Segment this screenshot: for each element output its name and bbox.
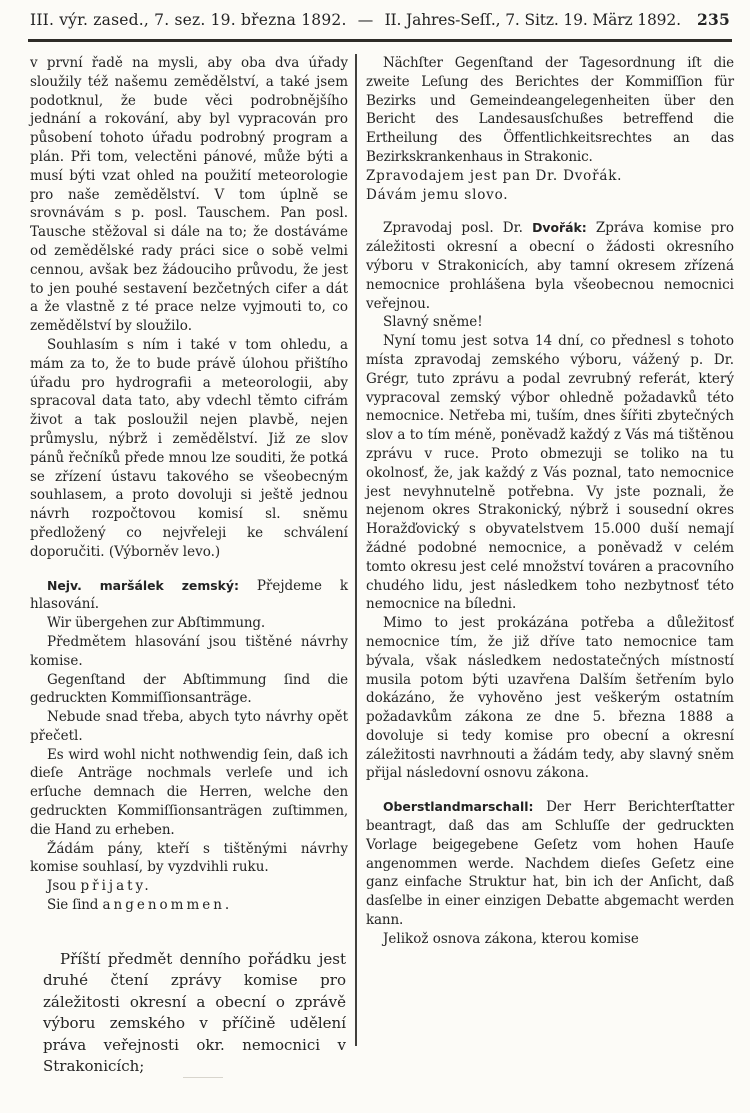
paragraph-german: [30, 671, 348, 709]
page-number: 235: [697, 10, 730, 29]
paragraph: [30, 336, 348, 562]
page-header: [30, 10, 730, 29]
paragraph-continuation: [30, 54, 348, 336]
text-run: Žádám pány, kteří s tištěnými návrhy komise souhlasí, by vyzdvihli ruku.: [30, 840, 348, 876]
running-title: [30, 11, 687, 29]
text-run: Mimo to jest prokázána potřeba a důležitosť nemocnice tím, že již dříve tato nemocnice tam bývala, však následkem nedostatečných místností musila potom býti uzavřena Dalším šetřením bylo dokázáno, že vyhověno jest veškerým ostatním požadavkům zákona ze dne 5. března 1888 a dovoluje si tedy komise pro obecní a okresní záležitosti navrhnouti a žádám tedy, aby slavný sněm přijal následovní osnovu zákona.: [366, 615, 734, 782]
agenda-announcement: [30, 949, 348, 1078]
paragraph-german: [30, 746, 348, 840]
text-run: Jsou: [47, 878, 81, 895]
header-czech-session: III. výr. zased., 7. sez. 19. března 1892.: [30, 11, 347, 29]
paragraph: [366, 614, 734, 783]
text-run: Nyní tomu jest sotva 14 dní, co přednesl s tohoto místa zpravodaj zemského výboru, vážený p. Dr. Grégr, tuto zprávu a podal zevrubný referát, který vypracoval zemský výbor ohledně požadavků této nemocnice. Netřeba mi, tuším, dnes šířiti zbytečných slov a to tím méně, poněvadž každý z Vás má tištěnou zprávu v ruce. Proto obmezuji se toliko na tu okolnosť, že, jak každý z Vás poznal, tato nemocnice jest nevyhnutelně potřebna. Vy jste poznali, že nejenom okres Strakonický, nýbrž i sousední okres Horažďovický s obyvatelstvem 15.000 duší nemají žádné podobné nemocnice, a poněvadž v celém tomto okresu jest celé množství továren a pracovního chudého lidu, jest následkem toho nezbytnosť této nemocnice na bíledni.: [366, 333, 734, 613]
text-run: Sie ſind: [47, 897, 103, 914]
paragraph-german: [30, 614, 348, 633]
text-run: Souhlasím s ním i také v tom ohledu, a mám za to, že to bude právě úlohou přištího úřadu pro hydrografii a meteorologii, aby spracoval data tato, aby vdechl těmto cifrám život a tak posloužil nejen plavbě, nejen průmyslu, nýbrž i zemědělství. Již ze slov pánů řečníků přede mnou lze souditi, že potká se zřízení ústavu takového se všeobecným souhlasem, a proto dovoluji si ještě jednou návrh rozpočtovou komisí sl. sněmu předložený co nejvřeleji ke schválení doporučiti. (Výborněv levo.): [30, 336, 348, 560]
paragraph: [366, 930, 734, 949]
header-rule: [28, 39, 732, 42]
vote-result-german: [30, 896, 348, 915]
left-column: [30, 54, 355, 1076]
speaker-name: Oberstlandmarschall:: [383, 799, 547, 815]
text-run: Zpravodajem jest pan Dr. Dvořák.: [366, 167, 623, 184]
speaker-name: Nejv. maršálek zemský:: [47, 577, 257, 593]
paragraph: [30, 840, 348, 878]
speech-marshal: [30, 577, 348, 615]
text-run: Es wird wohl nicht nothwendig ſein, daß ich dieſe Anträge nochmals verleſe und ich erſuche demnach die Herren, welche den gedruckten Kommiſſionsanträgen zuſtimmen, die Hand zu erheben.: [30, 746, 348, 838]
text-run: Nebude snad třeba, abych tyto návrhy opět přečetl.: [30, 709, 348, 744]
text-columns: [30, 54, 734, 1076]
speech-rapporteur: [366, 219, 734, 313]
right-column: [357, 54, 734, 1046]
text-run: Zpravodaj posl. Dr.: [383, 220, 533, 237]
paragraph: [366, 186, 734, 205]
vote-result: [30, 877, 348, 896]
header-german-session: II. Jahres-Seſſ., 7. Sitz. 19. März 1892.: [384, 11, 681, 29]
paragraph: [366, 332, 734, 614]
speech-oberstlandmarschall: [366, 798, 734, 930]
text-run: Zpráva komise pro záležitosti okresní a obecní o žádosti okresního výboru v Strakonicích, aby tamní okresem zřízená nemocnice prohlášena byla všeobecnou nemocnici veřejnou.: [366, 220, 734, 312]
text-run: Dávám jemu slovo.: [366, 186, 509, 203]
speaker-name: Dvořák:: [532, 220, 596, 236]
header-separator: —: [357, 11, 374, 29]
text-run: Nächſter Gegenſtand der Tagesordnung iſt die zweite Leſung des Berichtes der Kommiſſion für Bezirks und Gemeindeangelegenheiten über den Bericht des Landesausſchußes betreffend die Ertheilung des Öffentlichkeitsrechtes an das Bezirkskrankenhaus in Strakonic.: [366, 55, 734, 165]
text-run: angenommen.: [102, 897, 233, 914]
paragraph-german: [366, 54, 734, 167]
text-run: v první řadě na mysli, aby oba dva úřady sloužily též našemu zemědělství, a také jsem podotknul, že bude věci podrobnějšího jednání a rokování, aby byl vypracován pro působení tohoto úřadu podrobný program a plán. Při tom, velectěni pánové, může býti a musí býti vzat ohled na použití meteorologie pro naše zemědělství. V tom úplně se srovnávám s p. posl. Tauschem. Pan posl. Tausche stěžoval si dále na to; že dostáváme od zemědělské rady práci sice o sobě velmi cennou, avšak bez žádouciho průvodu, že jest to jen pouhé sestavení bezčetných cifer a dát a že vlastně z té prace nelze vyjmouti to, co zemědělství by sloužilo.: [30, 55, 348, 335]
paragraph: [366, 313, 734, 332]
text-run: Slavný sněme!: [383, 314, 483, 331]
paragraph: [366, 167, 734, 186]
text-run: Jelikož osnova zákona, kterou komise: [383, 930, 639, 947]
text-run: Wir übergehen zur Abſtimmung.: [47, 615, 266, 632]
text-run: Gegenſtand der Abſtimmung ſind die gedruckten Kommiſſionsanträge.: [30, 671, 348, 707]
text-run: Předmětem hlasování jsou tištěné návrhy komise.: [30, 633, 348, 669]
paragraph: [30, 708, 348, 746]
scan-artifact: [183, 1077, 223, 1078]
text-run: Přejdeme k hlasování.: [30, 577, 348, 613]
text-run: Der Herr Berichterſtatter beantragt, daß das am Schluſſe der gedruckten Vorlage beigegebene Geſetz vom hohen Hauſe angenommen werde. Nachdem dieſes Geſetz eine ganz einfache Struktur hat, bin ich der Anſicht, daß dasſelbe in einer einzigen Debatte abgemacht werden kann.: [366, 799, 734, 929]
text-run: Příští předmět denního pořádku jest druhé čtení zprávy komise pro záležitosti okresní a obecní o zprávě výboru zemského v příčině udělení práva veřejnosti okr. nemocnici v Strakonicích;: [43, 949, 346, 1076]
text-run: přijaty.: [80, 878, 152, 895]
paragraph: [30, 633, 348, 671]
